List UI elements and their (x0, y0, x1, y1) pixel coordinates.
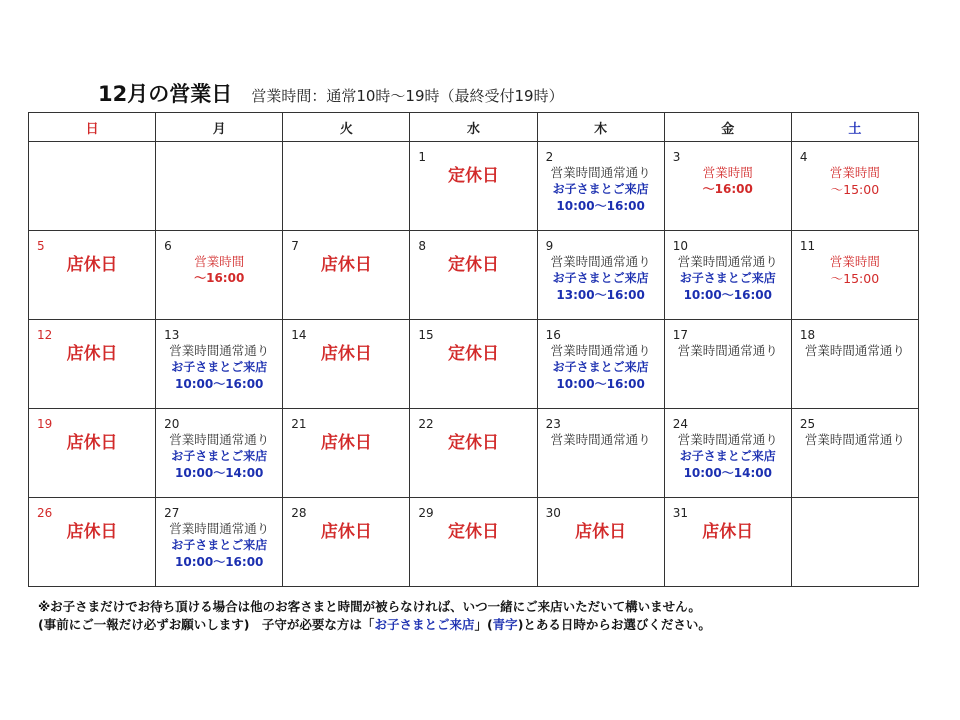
closed-day-label: 定休日 (447, 522, 499, 542)
weekday-sun: 日 (29, 113, 156, 142)
calendar-header (98, 78, 564, 108)
day-number: 21 (291, 417, 307, 431)
schedule-line: お子さまとご来店 (171, 538, 268, 552)
day-schedule (792, 253, 918, 287)
closed-day-label: 店休日 (320, 255, 372, 275)
calendar-day-cell (29, 320, 156, 409)
day-number: 30 (545, 506, 561, 520)
weekday-thu: 木 (537, 113, 664, 142)
calendar-week-row (29, 409, 919, 498)
schedule-line: お子さまとご来店 (552, 271, 649, 285)
schedule-line: 営業時間通常通り (169, 521, 270, 536)
calendar-table (28, 112, 919, 587)
footer-note-part: )とある日時からお選びください。 (517, 617, 711, 632)
calendar-day-cell (664, 142, 791, 231)
day-number: 3 (672, 150, 681, 164)
calendar-day-cell (283, 409, 410, 498)
calendar-day-cell (791, 498, 918, 587)
closed-day-label: 定休日 (447, 255, 499, 275)
schedule-line: 〜15:00 (830, 182, 880, 197)
day-schedule (792, 431, 918, 448)
day-number: 26 (37, 506, 53, 520)
calendar-day-cell (156, 409, 283, 498)
page-title: 12月の営業日 (98, 82, 233, 106)
calendar-day-cell (156, 320, 283, 409)
day-schedule (665, 431, 791, 482)
day-number: 20 (164, 417, 180, 431)
calendar-week-row (29, 498, 919, 587)
closed-day-label: 店休日 (702, 522, 754, 542)
calendar-body (29, 142, 919, 587)
schedule-line: 営業時間通常通り (804, 432, 905, 447)
day-schedule (283, 520, 409, 541)
day-schedule (283, 253, 409, 274)
schedule-line: お子さまとご来店 (679, 449, 776, 463)
footer-note-highlight: お子さまとご来店 (374, 617, 475, 632)
day-schedule (410, 342, 536, 363)
day-number: 27 (164, 506, 180, 520)
calendar-day-cell (537, 409, 664, 498)
day-schedule (410, 253, 536, 274)
schedule-line: 10:00〜14:00 (175, 466, 264, 480)
day-schedule (156, 342, 282, 393)
footer-note-part: 」( (474, 617, 493, 632)
schedule-line: 〜16:00 (702, 182, 753, 196)
day-number: 19 (37, 417, 53, 431)
day-number: 28 (291, 506, 307, 520)
day-schedule (156, 253, 282, 287)
day-number: 24 (672, 417, 688, 431)
schedule-line: 13:00〜16:00 (556, 288, 645, 302)
schedule-line: 10:00〜16:00 (683, 288, 772, 302)
schedule-line: 10:00〜16:00 (556, 377, 645, 391)
calendar-day-cell (29, 409, 156, 498)
closed-day-label: 店休日 (320, 522, 372, 542)
day-schedule (538, 164, 664, 215)
day-number: 9 (545, 239, 554, 253)
calendar-week-row (29, 231, 919, 320)
calendar-week-row (29, 320, 919, 409)
schedule-line: 営業時間通常通り (677, 254, 778, 269)
closed-day-label: 店休日 (320, 433, 372, 453)
closed-day-label: 店休日 (66, 433, 118, 453)
day-schedule (29, 342, 155, 363)
calendar-day-cell (29, 498, 156, 587)
calendar-day-cell (410, 231, 537, 320)
schedule-line: 営業時間通常通り (677, 432, 778, 447)
calendar-day-cell (791, 320, 918, 409)
weekday-wed: 水 (410, 113, 537, 142)
closed-day-label: 定休日 (447, 166, 499, 186)
day-number: 25 (799, 417, 816, 431)
day-schedule (538, 342, 664, 393)
schedule-line: 営業時間通常通り (169, 343, 270, 358)
day-schedule (792, 164, 918, 198)
day-number: 11 (799, 239, 816, 253)
calendar-day-cell (410, 498, 537, 587)
calendar-day-cell (29, 231, 156, 320)
schedule-line: 営業時間通常通り (550, 254, 651, 269)
calendar-day-cell (410, 320, 537, 409)
day-schedule (410, 164, 536, 185)
day-schedule (538, 253, 664, 304)
closed-day-label: 店休日 (320, 344, 372, 364)
calendar-day-cell (156, 231, 283, 320)
weekday-sat: 土 (791, 113, 918, 142)
calendar-day-cell (29, 142, 156, 231)
calendar-day-cell (283, 142, 410, 231)
closed-day-label: 店休日 (66, 522, 118, 542)
day-number: 2 (545, 150, 554, 164)
schedule-line: 営業時間通常通り (550, 165, 651, 180)
calendar-day-cell (537, 142, 664, 231)
schedule-line: 10:00〜14:00 (683, 466, 772, 480)
day-schedule (792, 342, 918, 359)
calendar-day-cell (283, 231, 410, 320)
calendar-day-cell (537, 320, 664, 409)
calendar-day-cell (791, 231, 918, 320)
day-number: 7 (291, 239, 299, 253)
day-number: 6 (164, 239, 172, 253)
day-number: 23 (545, 417, 561, 431)
schedule-line: 営業時間通常通り (677, 343, 778, 358)
day-number: 14 (291, 328, 307, 342)
day-number: 5 (37, 239, 45, 253)
calendar-day-cell (537, 498, 664, 587)
closed-day-label: 店休日 (66, 344, 118, 364)
day-number: 29 (418, 506, 434, 520)
closed-day-label: 店休日 (66, 255, 118, 275)
weekday-fri: 金 (664, 113, 791, 142)
day-schedule (665, 342, 791, 359)
day-schedule (665, 253, 791, 304)
schedule-line: 〜15:00 (830, 271, 880, 286)
calendar-day-cell (537, 231, 664, 320)
calendar-week-row (29, 142, 919, 231)
calendar-day-cell (156, 498, 283, 587)
day-number: 12 (37, 328, 53, 342)
day-number: 18 (799, 328, 816, 342)
day-schedule (283, 431, 409, 452)
schedule-line: 10:00〜16:00 (175, 377, 264, 391)
footer-note-part: (事前にご一報だけ必ずお願いします) 子守が必要な方は「 (38, 617, 375, 632)
closed-day-label: 定休日 (447, 433, 499, 453)
calendar-day-cell (283, 320, 410, 409)
schedule-line: お子さまとご来店 (171, 360, 268, 374)
schedule-line: 営業時間通常通り (550, 432, 651, 447)
calendar-day-cell (283, 498, 410, 587)
calendar-day-cell (156, 142, 283, 231)
schedule-line: 営業時間 (194, 254, 245, 269)
day-number: 4 (799, 150, 808, 164)
business-hours-subtitle: 営業時間：通常10時〜19時（最終受付19時） (251, 87, 564, 105)
footer-note (38, 598, 711, 634)
day-schedule (283, 342, 409, 363)
schedule-line: 10:00〜16:00 (175, 555, 264, 569)
calendar-day-cell (664, 320, 791, 409)
weekday-header-row (29, 113, 919, 142)
day-schedule (538, 431, 664, 448)
schedule-line: お子さまとご来店 (552, 360, 649, 374)
footer-note-highlight: 青字 (492, 617, 518, 632)
schedule-line: 10:00〜16:00 (556, 199, 645, 213)
calendar-day-cell (664, 231, 791, 320)
day-schedule (665, 520, 791, 541)
calendar-day-cell (410, 142, 537, 231)
day-schedule (29, 431, 155, 452)
day-schedule (156, 431, 282, 482)
schedule-line: 営業時間 (829, 254, 880, 269)
schedule-line: 営業時間 (829, 165, 880, 180)
day-schedule (29, 253, 155, 274)
closed-day-label: 店休日 (575, 522, 627, 542)
calendar-day-cell (791, 142, 918, 231)
schedule-line: 営業時間通常通り (804, 343, 905, 358)
schedule-line: 営業時間通常通り (550, 343, 651, 358)
closed-day-label: 定休日 (447, 344, 499, 364)
day-number: 31 (672, 506, 688, 520)
day-schedule (665, 164, 791, 198)
calendar-day-cell (664, 498, 791, 587)
day-number: 15 (418, 328, 434, 342)
day-schedule (29, 520, 155, 541)
weekday-tue: 火 (283, 113, 410, 142)
day-number: 16 (545, 328, 561, 342)
weekday-mon: 月 (156, 113, 283, 142)
day-number: 13 (164, 328, 180, 342)
day-number: 8 (418, 239, 427, 253)
day-number: 17 (672, 328, 688, 342)
day-schedule (410, 431, 536, 452)
footer-note-line2 (38, 616, 711, 634)
calendar-day-cell (664, 409, 791, 498)
schedule-line: お子さまとご来店 (171, 449, 268, 463)
schedule-line: お子さまとご来店 (552, 182, 649, 196)
calendar-day-cell (791, 409, 918, 498)
calendar-day-cell (410, 409, 537, 498)
day-number: 22 (418, 417, 434, 431)
day-schedule (538, 520, 664, 541)
day-number: 10 (672, 239, 688, 253)
schedule-line: 〜16:00 (194, 271, 245, 285)
day-schedule (156, 520, 282, 571)
schedule-line: 営業時間 (702, 165, 753, 180)
schedule-line: お子さまとご来店 (679, 271, 776, 285)
schedule-line: 営業時間通常通り (169, 432, 270, 447)
day-number: 1 (418, 150, 427, 164)
day-schedule (410, 520, 536, 541)
footer-note-line1: ※お子さまだけでお待ち頂ける場合は他のお客さまと時間が被らなければ、いつ一緒にご来店いただいて構いません。 (38, 599, 701, 614)
